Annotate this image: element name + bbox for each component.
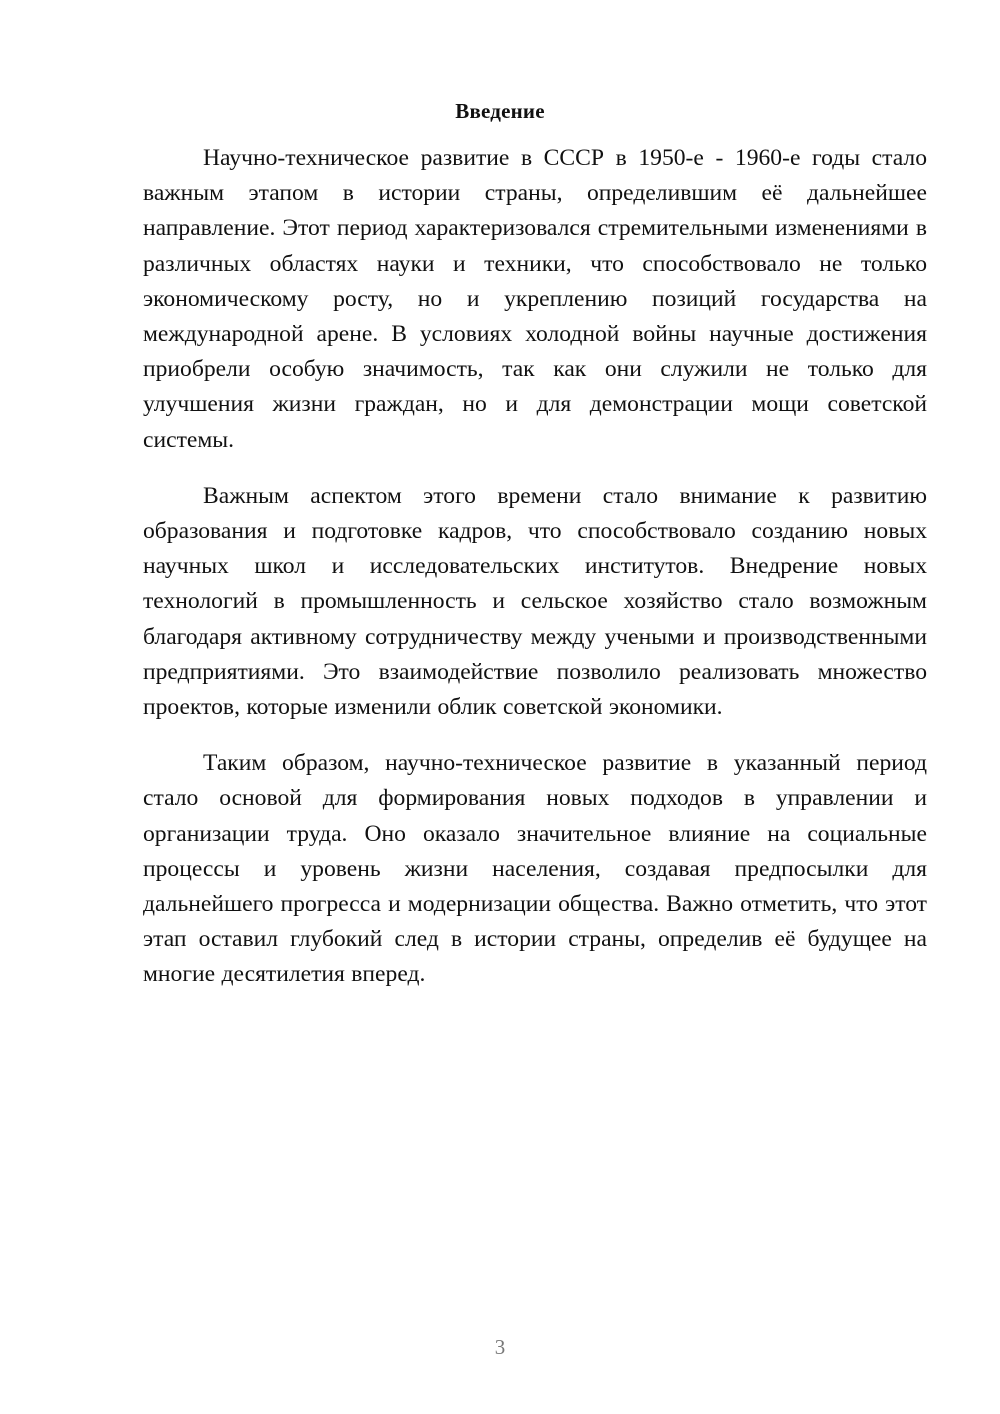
- paragraph-2: Важным аспектом этого времени стало внимание к развитию образования и подготовке кадров, что способствовало созданию новых научных школ и исследовательских институтов. Внедрение новых технологий в промышленность и сельское хозяйство стало возможным благодаря активному сотрудничеству между учеными и производственными предприятиями. Это взаимодействие позволило реализовать множество проектов, которые изменили облик советской экономики.: [143, 482, 927, 721]
- paragraph-1: Научно-техническое развитие в СССР в 1950-е - 1960-е годы стало важным этапом в истории страны, определившим её дальнейшее направление. Этот период характеризовался стремительными изменениями в различных областях науки и техники, что способствовало не только экономическому росту, но и укреплению позиций государства на международной арене. В условиях холодной войны научные достижения приобрели особую значимость, так как они служили не только для улучшения жизни граждан, но и для демонстрации мощи советской системы.: [143, 145, 927, 453]
- body-text: [143, 141, 927, 1014]
- section-heading: Введение: [455, 99, 545, 123]
- page-number: 3: [494, 1335, 506, 1359]
- paragraph-3: Таким образом, научно-техническое развитие в указанный период стало основой для формирования новых подходов в управлении и организации труда. Оно оказало значительное влияние на социальные процессы и уровень жизни населения, создавая предпосылки для дальнейшего прогресса и модернизации общества. Важно отметить, что этот этап оставил глубокий след в истории страны, определив её будущее на многие десятилетия вперед.: [143, 750, 927, 988]
